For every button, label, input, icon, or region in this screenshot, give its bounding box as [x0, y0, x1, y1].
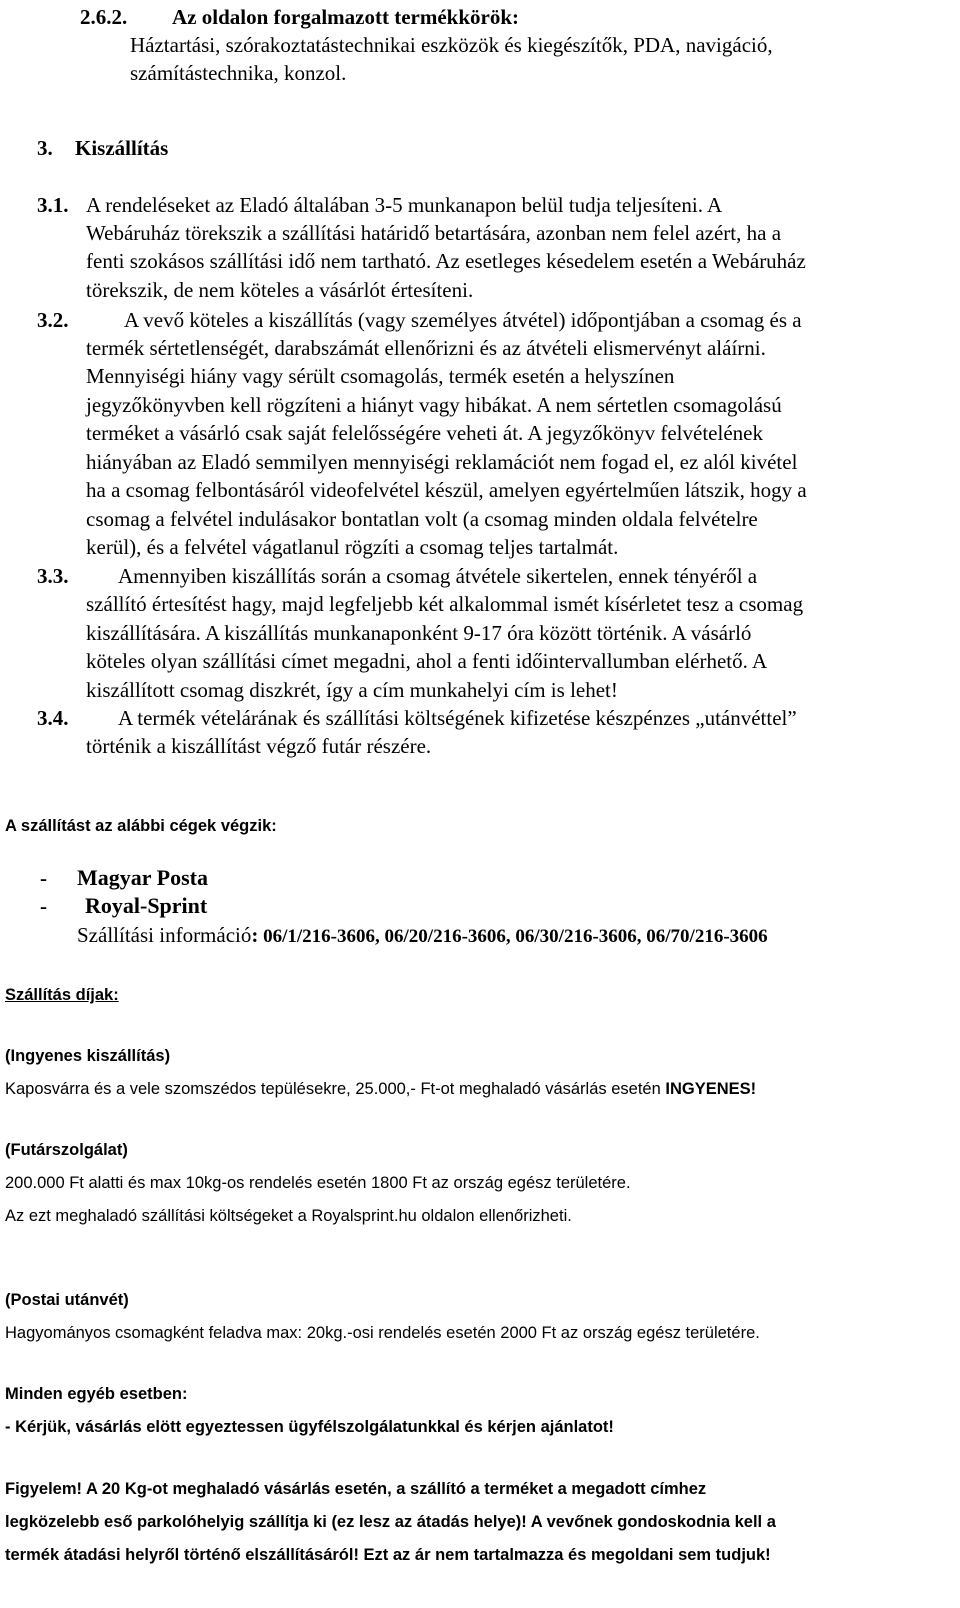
section-2-6-2-title: Az oldalon forgalmazott termékkörök:	[172, 5, 520, 29]
section-3-1-line: törekszik, de nem köteles a vásárlót értesíteni.	[86, 278, 474, 302]
carrier-dash: -	[40, 894, 47, 918]
shipping-info-line	[77, 921, 768, 952]
section-3-2-line: termék sértetlenségét, darabszámát ellenőrizni és az átvételi elismervényt aláírni.	[86, 336, 766, 360]
warning-line: legközelebb eső parkolóhelyig szállítja ki (ez lesz az átadás helye)! A vevőnek gondoskodnia kell a	[5, 1513, 776, 1531]
section-2-6-2-number: 2.6.2.	[80, 5, 128, 29]
courier-title: (Futárszolgálat)	[5, 1141, 128, 1159]
carrier-item-royal-sprint: Royal-Sprint	[85, 893, 208, 918]
section-2-6-2-line-1: Háztartási, szórakoztatástechnikai eszközök és kiegészítők, PDA, navigáció,	[130, 33, 773, 57]
carrier-dash: -	[40, 866, 47, 890]
other-cases-line-1: - Kérjük, vásárlás elött egyeztessen ügyfélszolgálatunkkal és kérjen ajánlatot!	[5, 1418, 614, 1436]
section-3-3-line: kiszállított csomag diszkrét, így a cím munkahelyi cím is lehet!	[86, 678, 618, 702]
section-3-1-line: Webáruház törekszik a szállítási határidő betartására, azonban nem felel azért, ha a	[86, 221, 782, 245]
postal-title: (Postai utánvét)	[5, 1291, 129, 1309]
carriers-heading: A szállítást az alábbi cégek végzik:	[5, 817, 277, 835]
section-3-3-number: 3.3.	[37, 564, 69, 588]
free-shipping-title: (Ingyenes kiszállítás)	[5, 1047, 171, 1065]
section-3-2-line: hiányában az Eladó semmilyen mennyiségi reklamációt nem fogad el, ez alól kivétel	[86, 450, 798, 474]
other-cases-title: Minden egyéb esetben:	[5, 1385, 188, 1403]
free-shipping-text	[5, 1078, 756, 1100]
section-2-6-2-line-2: számítástechnika, konzol.	[130, 61, 347, 85]
section-3-number: 3.	[37, 136, 53, 160]
warning-line: Figyelem! A 20 Kg-ot meghaladó vásárlás esetén, a szállító a terméket a megadott címhez	[5, 1480, 707, 1498]
section-3-title: Kiszállítás	[75, 136, 169, 160]
section-3-1-number: 3.1.	[37, 193, 69, 217]
free-shipping-desc: Kaposvárra és a vele szomszédos tepülésekre, 25.000,- Ft-ot meghaladó vásárlás esetén	[5, 1080, 666, 1098]
section-3-4-line: történik a kiszállítást végző futár részére.	[86, 734, 432, 758]
section-3-2-line: A vevő köteles a kiszállítás (vagy személyes átvétel) időpontjában a csomag és a	[124, 308, 802, 332]
fees-heading: Szállítás díjak:	[5, 986, 119, 1004]
warning-line: termék átadási helyről történő elszállításáról! Ezt az ár nem tartalmazza és megoldani sem tudjuk!	[5, 1546, 771, 1564]
section-3-2-line: kerül), és a felvétel vágatlanul rögzíti a csomag teljes tartalmát.	[86, 535, 619, 559]
section-3-2-line: Mennyiségi hiány vagy sérült csomagolás, termék esetén a helyszínen	[86, 364, 675, 388]
section-3-2-number: 3.2.	[37, 308, 69, 332]
shipping-info-colon: :	[251, 923, 259, 947]
section-3-3-line: szállító értesítést hagy, majd legfeljebb két alkalommal ismét kísérletet tesz a csomag	[86, 592, 804, 616]
carrier-item-magyar-posta: Magyar Posta	[77, 865, 208, 890]
section-3-4-line: A termék vételárának és szállítási költségének kifizetése készpénzes „utánvéttel”	[118, 706, 797, 730]
section-3-2-line: jegyzőkönyvben kell rögzíteni a hiányt vagy hibákat. A nem sértetlen csomagolású	[86, 393, 782, 417]
postal-line-1: Hagyományos csomagként feladva max: 20kg.-osi rendelés esetén 2000 Ft az ország egész területére.	[5, 1324, 760, 1342]
section-3-4-number: 3.4.	[37, 706, 69, 730]
section-3-2-line: ha a csomag felbontásáról videofelvétel készül, amelyen egyértelműen látszik, hogy a	[86, 478, 807, 502]
section-3-3-line: Amennyiben kiszállítás során a csomag átvétele sikertelen, ennek tényéről a	[118, 564, 758, 588]
section-3-2-line: csomag a felvétel indulásakor bontatlan volt (a csomag minden oldala felvételre	[86, 507, 758, 531]
courier-line-2: Az ezt meghaladó szállítási költségeket a Royalsprint.hu oldalon ellenőrizheti.	[5, 1207, 572, 1225]
free-shipping-emphasis: INGYENES!	[665, 1080, 757, 1098]
section-3-1-line: fenti szokásos szállítási idő nem tartható. Az esetleges késedelem esetén a Webáruház	[86, 249, 806, 273]
shipping-info-numbers: 06/1/216-3606, 06/20/216-3606, 06/30/216-3606, 06/70/216-3606	[258, 926, 768, 947]
section-3-3-line: kiszállítására. A kiszállítás munkanaponként 9-17 óra között történik. A vásárló	[86, 621, 752, 645]
courier-line-1: 200.000 Ft alatti és max 10kg-os rendelés esetén 1800 Ft az ország egész területére.	[5, 1174, 631, 1192]
section-3-1-line: A rendeléseket az Eladó általában 3-5 munkanapon belül tudja teljesíteni. A	[86, 193, 723, 217]
shipping-info-label: Szállítási információ	[77, 923, 252, 947]
section-3-3-line: köteles olyan szállítási címet megadni, ahol a fenti időintervallumban elérhető. A	[86, 649, 768, 673]
section-3-2-line: terméket a vásárló csak saját felelősségére veheti át. A jegyzőkönyv felvételének	[86, 421, 763, 445]
